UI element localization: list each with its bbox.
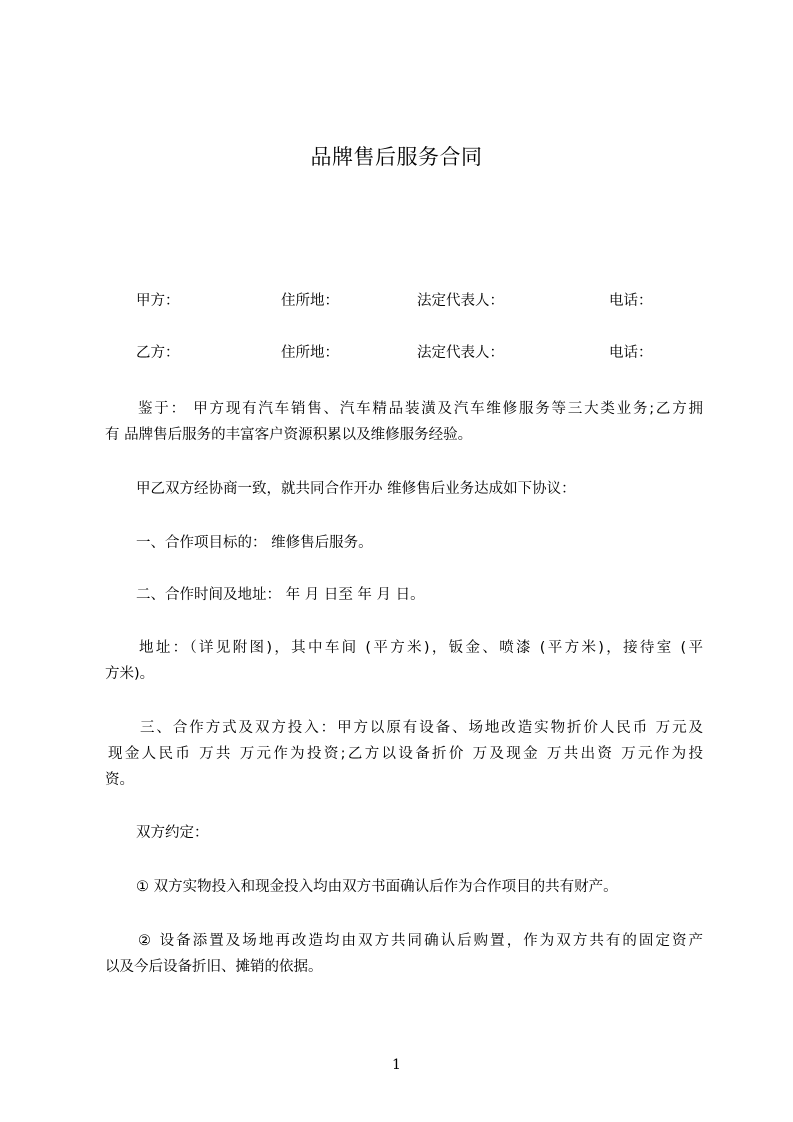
whereas-line-1: 鉴于： 甲方现有汽车销售、汽车精品装潢及汽车维修服务等三大类业务;乙方拥 [138, 401, 703, 417]
party-a-row [0, 291, 793, 311]
item-1-paragraph [105, 874, 703, 900]
clause-1-paragraph [105, 530, 703, 556]
party-a-label: 甲方： [136, 293, 180, 309]
document-title: 品牌售后服务合同 [310, 145, 483, 169]
clause-3-line-1: 三、合作方式及双方投入：甲方以原有设备、场地改造实物折价人民币 万元及 [140, 720, 703, 736]
agreement-intro-paragraph [105, 476, 703, 502]
party-b-label: 乙方： [136, 345, 180, 361]
party-a-address-label: 住所地： [281, 293, 339, 309]
party-a-rep-label: 法定代表人： [417, 293, 504, 309]
item-2-paragraph [105, 928, 703, 980]
party-a-phone-label: 电话： [609, 293, 653, 309]
party-b-phone-label: 电话： [609, 345, 653, 361]
mutual-agreement-text: 双方约定： [136, 825, 209, 841]
party-b-address-label: 住所地： [281, 345, 339, 361]
mutual-agreement-paragraph [105, 820, 703, 846]
clause-3-paragraph [105, 715, 703, 793]
item-1-text: ① 双方实物投入和现金投入均由双方书面确认后作为合作项目的共有财产。 [136, 879, 618, 895]
item-2-line-2: 以及今后设备折旧、摊销的依据。 [105, 959, 323, 975]
item-2-line-1: ② 设备添置及场地再改造均由双方共同确认后购置，作为双方共有的固定资产 [138, 933, 703, 949]
clause-3-line-3: 资。 [105, 772, 134, 788]
party-b-rep-label: 法定代表人： [417, 345, 504, 361]
clause-2-paragraph [105, 582, 703, 608]
clause-3-line-2: 现金人民币 万共 万元作为投资;乙方以设备折价 万及现金 万共出资 万元作为投 [108, 746, 703, 762]
address-detail-line-2: 方米)。 [105, 666, 155, 682]
clause-2-text: 二、合作时间及地址： 年 月 日至 年 月 日。 [136, 587, 425, 603]
address-detail-paragraph [105, 635, 703, 687]
whereas-paragraph [105, 396, 703, 448]
clause-1-text: 一、合作项目标的： 维修售后服务。 [136, 535, 373, 551]
agreement-intro-text: 甲乙双方经协商一致，就共同合作开办 维修售后业务达成如下协议： [136, 481, 576, 497]
whereas-line-2: 有 品牌售后服务的丰富客户资源积累以及维修服务经验。 [105, 427, 473, 443]
address-detail-line-1: 地址：（详见附图)，其中车间 (平方米)，钣金、喷漆 (平方米)，接待室 (平 [139, 640, 703, 656]
page-number: 1 [392, 1057, 401, 1073]
party-b-row [0, 343, 793, 363]
